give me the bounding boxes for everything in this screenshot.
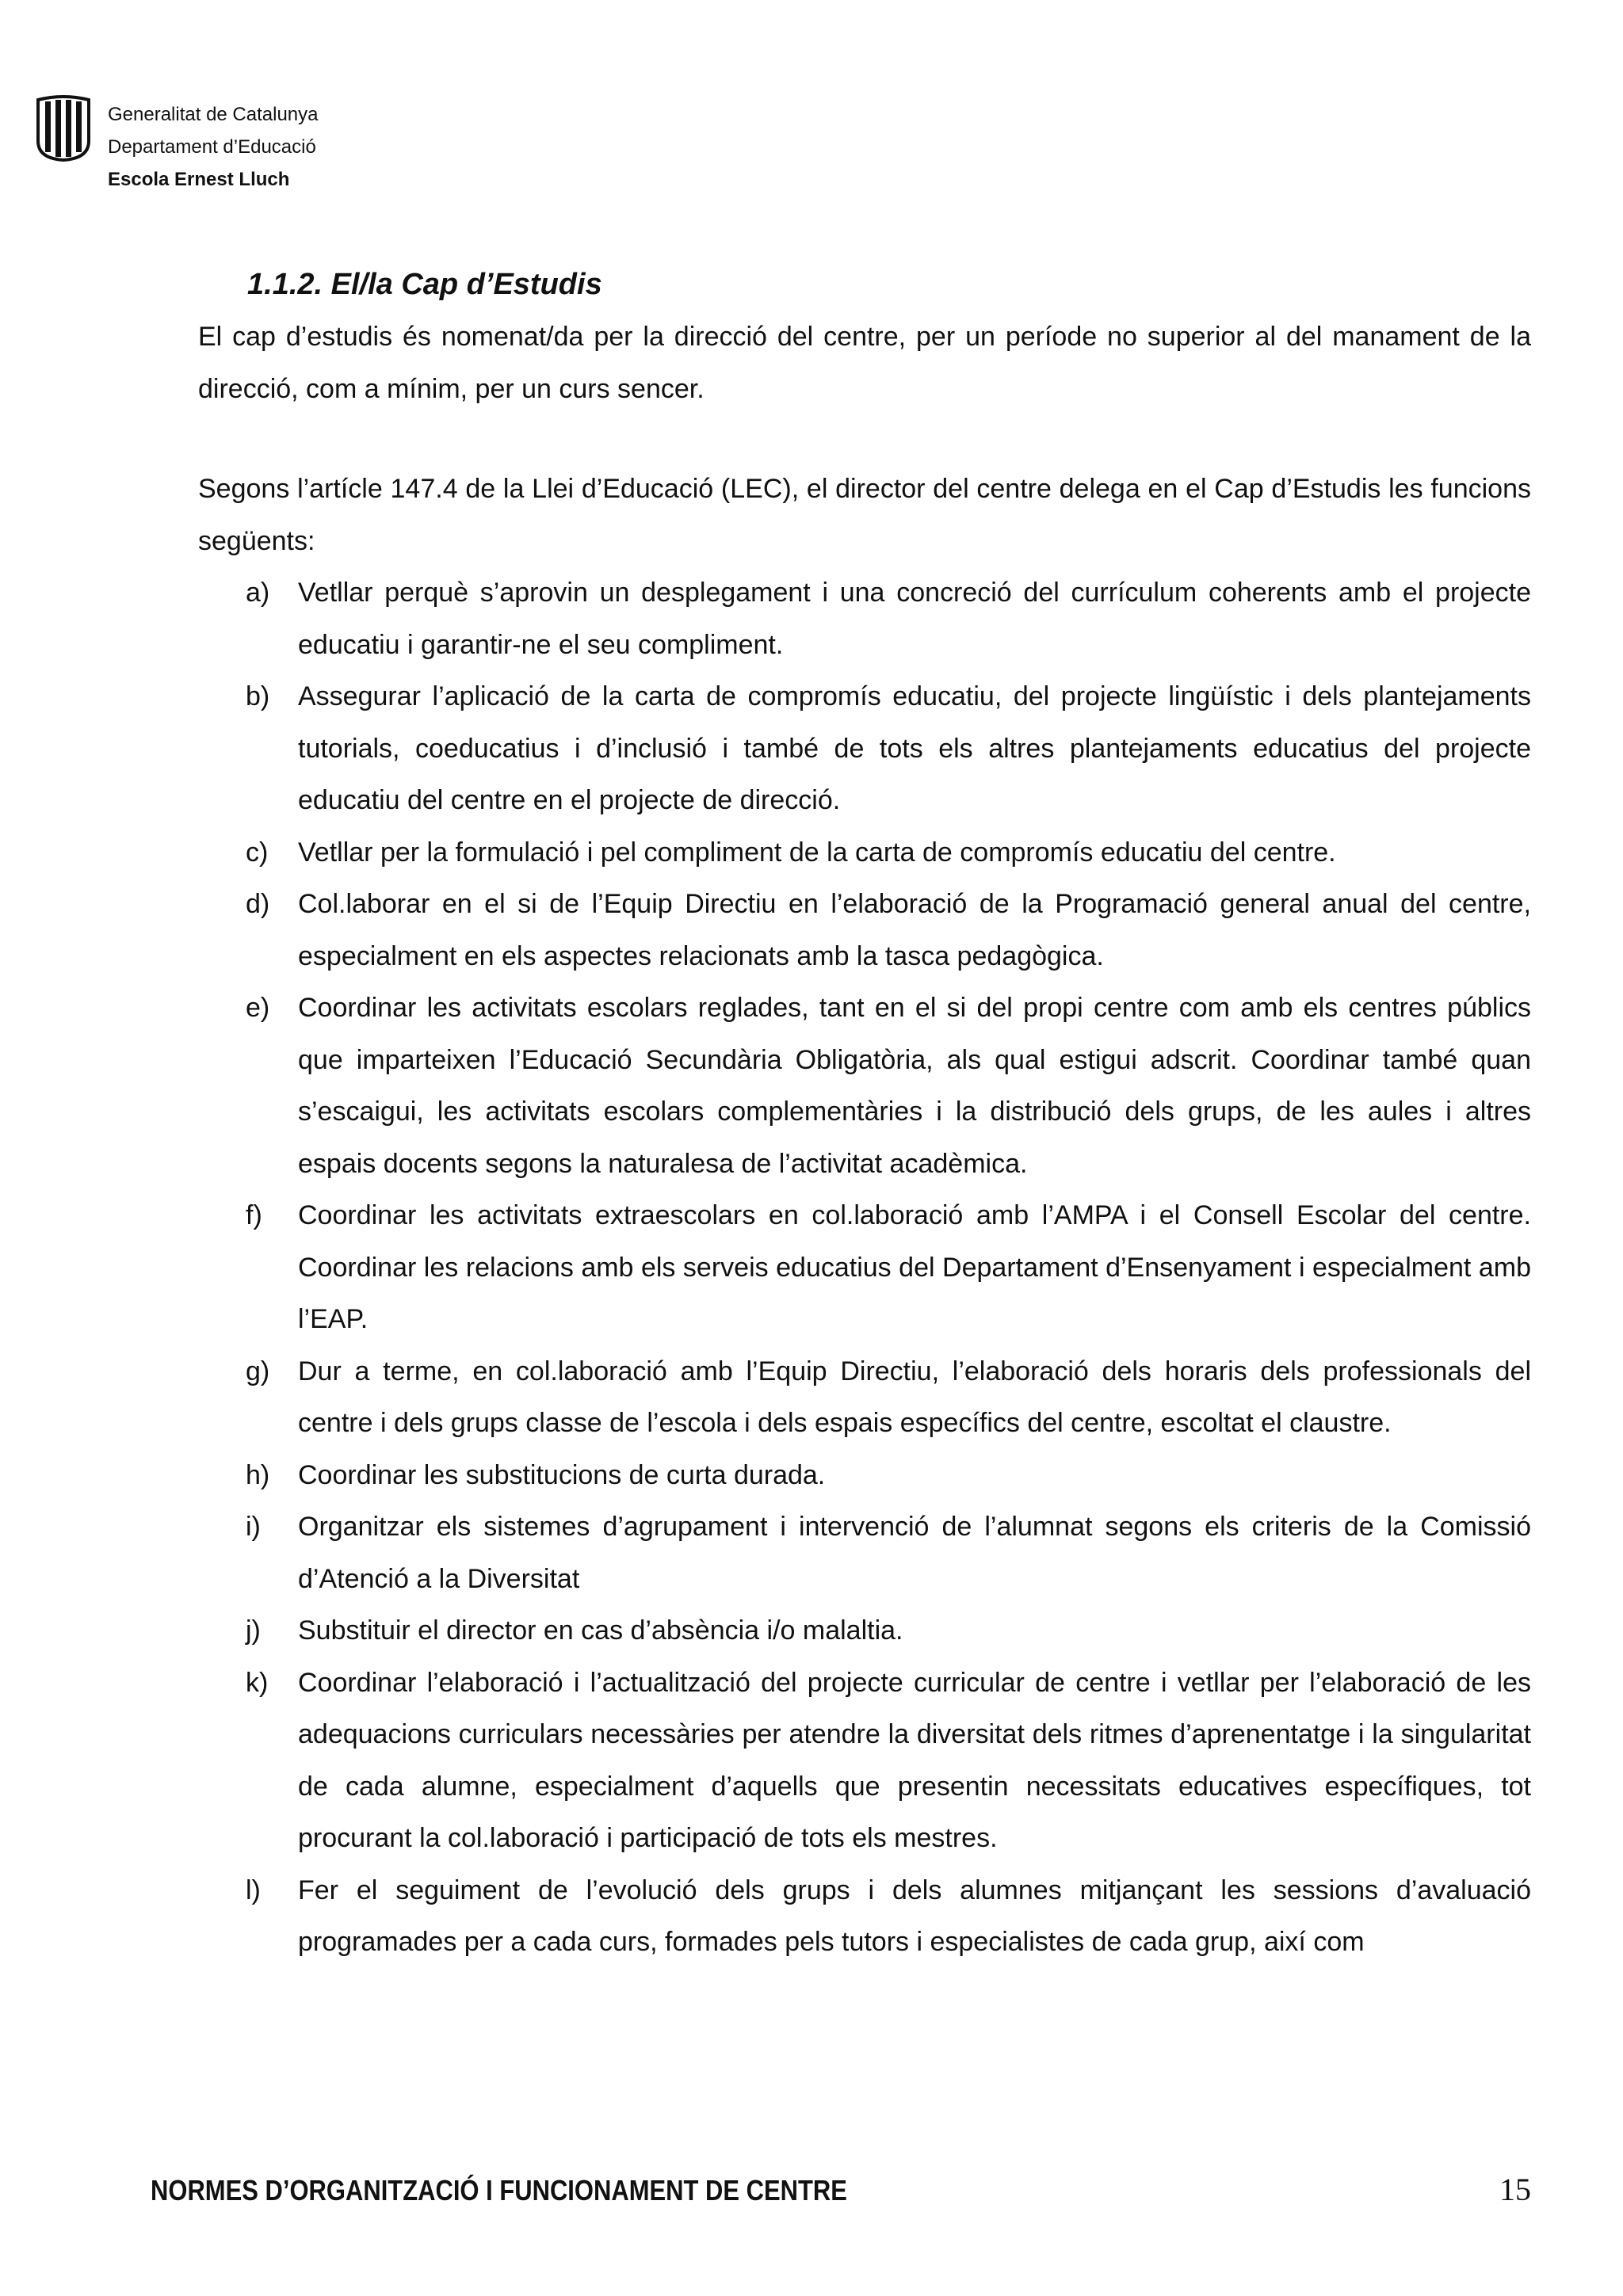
functions-paragraph: Segons l’artícle 147.4 de la Llei d’Educació (LEC), el director del centre delega en el Cap d’Estudis les funcions següents: xyxy=(198,474,1531,556)
list-item-label: f) xyxy=(246,1200,262,1230)
footer-title: NORMES D’ORGANITZACIÓ I FUNCIONAMENT DE CENTRE xyxy=(151,2174,847,2206)
list-item-text: Coordinar les substitucions de curta durada. xyxy=(298,1459,826,1490)
list-item xyxy=(198,982,1531,1190)
list-item-text: Assegurar l’aplicació de la carta de compromís educatiu, del projecte lingüístic i dels plantejaments tutorials, coeducatius i d’inclusió i també de tots els altres plantejaments educatius del projecte educatiu del centre en el projecte de direcció. xyxy=(298,681,1531,815)
list-item xyxy=(198,1450,1531,1502)
list-item-label: g) xyxy=(246,1356,270,1386)
list-item-text: Vetllar per la formulació i pel compliment de la carta de compromís educatiu del centre. xyxy=(298,837,1336,868)
list-item xyxy=(198,671,1531,827)
list-item-label: d) xyxy=(246,889,270,919)
intro-paragraph: El cap d’estudis és nomenat/da per la direcció del centre, per un període no superior al del manament de la direcció, com a mínim, per un curs sencer. xyxy=(198,322,1531,404)
school-name: Escola Ernest Lluch xyxy=(108,169,290,190)
list-item-text: Coordinar les activitats escolars reglades, tant en el si del propi centre com amb els centres públics que imparteixen l’Educació Secundària Obligatòria, als qual estigui adscrit. Coordinar també quan s’escaigui, les activitats escolars complementàries i la distribució dels grups, de les aules i altres espais docents segons la naturalesa de l’activitat acadèmica. xyxy=(298,993,1531,1179)
list-item-label: i) xyxy=(246,1512,261,1542)
document-footer xyxy=(151,2171,1531,2208)
list-item xyxy=(198,1346,1531,1450)
page-number: 15 xyxy=(1499,2172,1531,2207)
list-item-label: j) xyxy=(246,1615,261,1646)
list-item xyxy=(198,1605,1531,1657)
section-title: 1.1.2. El/la Cap d’Estudis xyxy=(247,268,602,301)
document-body xyxy=(198,258,1531,1969)
list-item-label: b) xyxy=(246,681,270,711)
list-item xyxy=(198,879,1531,982)
org-name-generalitat: Generalitat de Catalunya xyxy=(108,104,319,125)
list-item xyxy=(198,1865,1531,1969)
list-item-label: k) xyxy=(246,1667,269,1698)
list-item xyxy=(198,1657,1531,1865)
list-item xyxy=(198,567,1531,671)
list-item-text: Coordinar les activitats extraescolars en col.laboració amb l’AMPA i el Consell Escolar del centre. Coordinar les relacions amb els serveis educatius del Departament d’Ensenyament i especialment amb l’EAP. xyxy=(298,1200,1531,1334)
list-item-text: Vetllar perquè s’aprovin un desplegament i una concreció del currículum coherents amb el projecte educatiu i garantir-ne el seu compliment. xyxy=(298,578,1531,660)
generalitat-four-bars-icon xyxy=(35,95,92,162)
list-item-text: Coordinar l’elaboració i l’actualització del projecte curricular de centre i vetllar per l’elaboració de les adequacions curriculars necessàries per atendre la diversitat dels ritmes d’aprenentatge i la singularitat de cada alumne, especialment d’aquells que presentin necessitats educatives específiques, tot procurant la col.laboració i participació de tots els mestres. xyxy=(298,1667,1531,1853)
list-item-label: h) xyxy=(246,1459,270,1490)
list-item xyxy=(198,827,1531,879)
list-item-text: Substituir el director en cas d’absència i/o malaltia. xyxy=(298,1615,903,1646)
organization-lines xyxy=(108,95,319,196)
list-item-text: Organitzar els sistemes d’agrupament i intervenció de l’alumnat segons els criteris de la Comissió d’Atenció a la Diversitat xyxy=(298,1512,1531,1594)
document-header xyxy=(35,95,319,196)
list-item xyxy=(198,1190,1531,1346)
list-item-text: Fer el seguiment de l’evolució dels grups i dels alumnes mitjançant les sessions d’avaluació programades per a cada curs, formades pels tutors i especialistes de cada grup, així com xyxy=(298,1875,1531,1957)
list-item-label: l) xyxy=(246,1875,261,1905)
paragraph-spacer xyxy=(198,415,1531,463)
list-item-text: Col.laborar en el si de l’Equip Directiu en l’elaboració de la Programació general anual del centre, especialment en els aspectes relacionats amb la tasca pedagògica. xyxy=(298,889,1531,971)
org-name-department: Departament d’Educació xyxy=(108,136,316,158)
list-item xyxy=(198,1501,1531,1605)
list-item-text: Dur a terme, en col.laboració amb l’Equip Directiu, l’elaboració dels horaris dels professionals del centre i dels grups classe de l’escola i dels espais específics del centre, escoltat el claustre. xyxy=(298,1356,1531,1438)
list-item-label: e) xyxy=(246,993,270,1023)
list-item-label: c) xyxy=(246,837,269,868)
list-item-label: a) xyxy=(246,578,270,608)
functions-list xyxy=(198,567,1531,1969)
